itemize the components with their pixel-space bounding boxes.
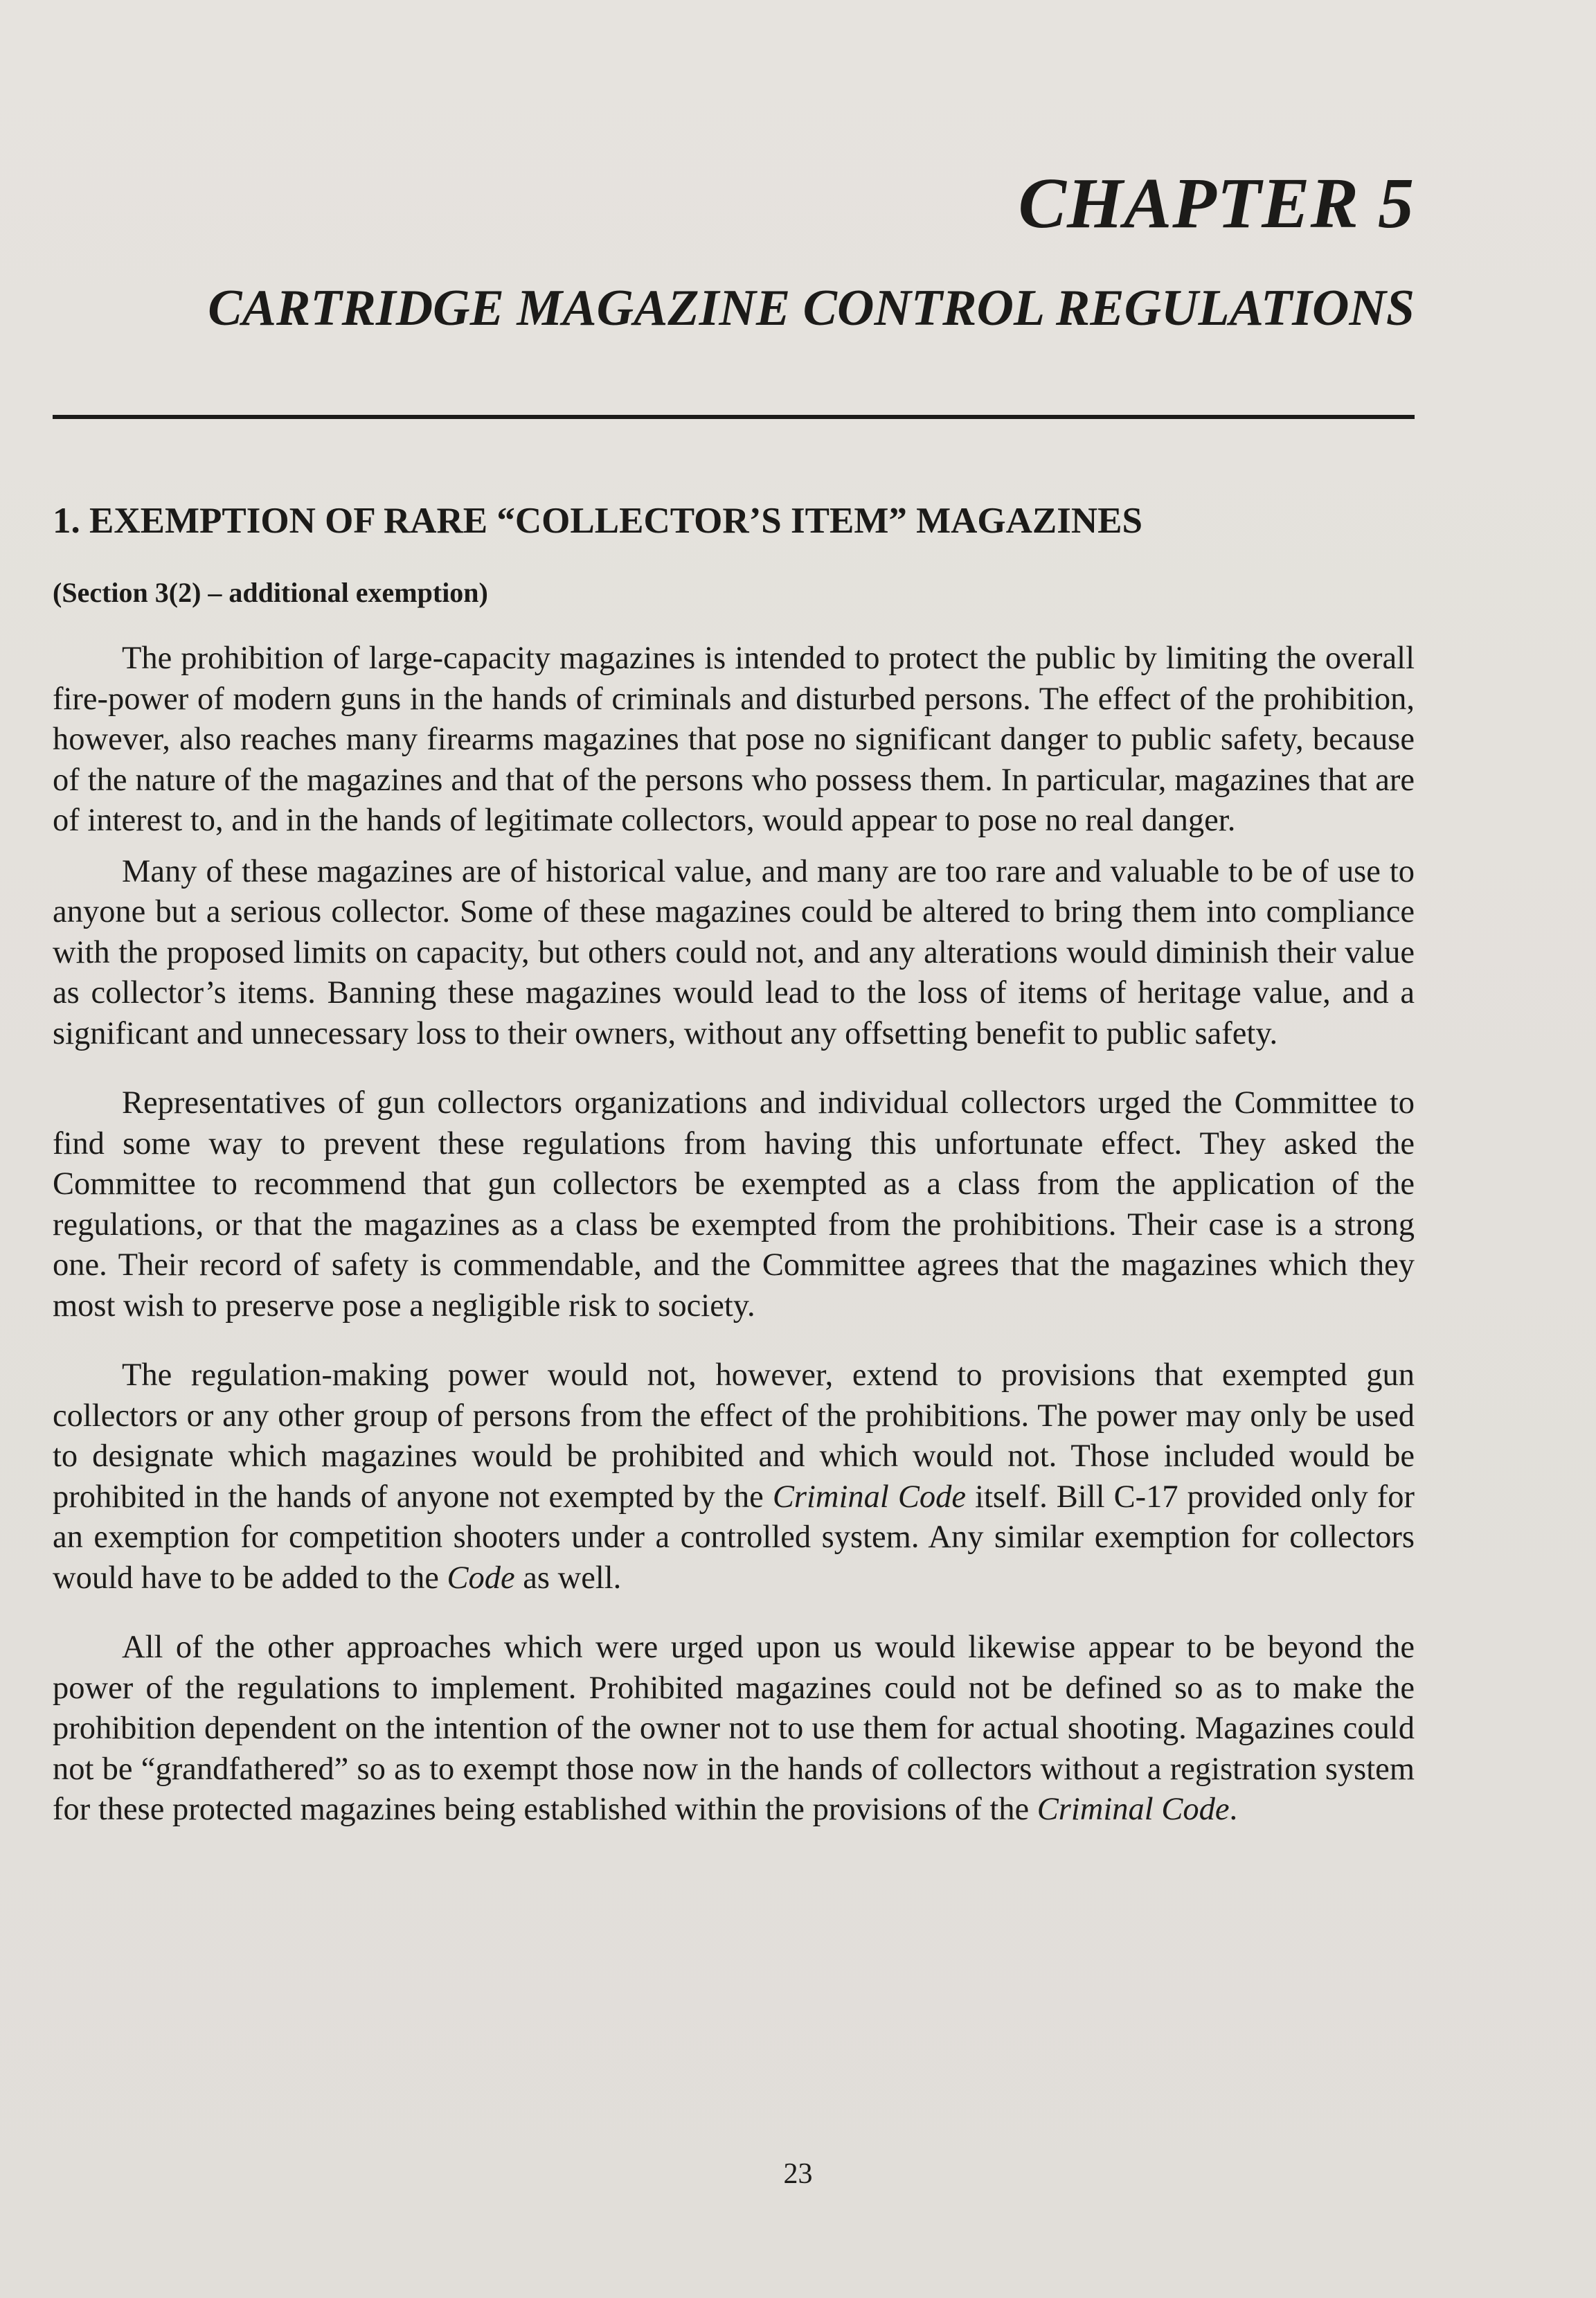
title-rule	[53, 415, 1415, 419]
section-subheading: (Section 3(2) – additional exemption)	[53, 577, 488, 608]
chapter-number: CHAPTER 5	[1018, 163, 1415, 243]
paragraph-5	[53, 1628, 1415, 1831]
criminal-code-italic: Criminal Code	[772, 1479, 967, 1515]
paragraph-3: Representatives of gun collectors organizations and individual collectors urged the Committee to find some way to prevent these regulations from having this unfortunate effect. They asked the Committee to recommend that gun collectors be exempted as a class from the application of the regulations, or that the magazines as a class be exempted from the prohibitions. Their case is a strong one. Their record of safety is commendable, and the Committee agrees that the magazines which they most wish to preserve pose a negligible risk to society.	[53, 1085, 1415, 1324]
paragraph-4-text-2: itself. Bill C-17 provided only for an exemption for competition shooters under a controlled system. Any similar exemption for collectors would have to be added to the	[53, 1479, 1415, 1596]
page-number: 23	[783, 2158, 813, 2190]
paragraph-4-text-3: as well.	[514, 1560, 622, 1596]
criminal-code-italic: Criminal Code	[1037, 1792, 1230, 1827]
paragraph-5-text-1: All of the other approaches which were urged upon us would likewise appear to be beyond the power of the regulations to implement. Prohibited magazines could not be defined so as to make the prohibition dependent on the intention of the owner not to use them for actual shooting. Magazines could not be “grandfathered” so as to exempt those now in the hands of collectors without a registration system for these protected magazines being established within the provisions of the	[53, 1630, 1415, 1827]
paragraph-4-text-1: The regulation-making power would not, however, extend to provisions that exempted gun collectors or any other group of persons from the effect of the prohibitions. The power may only be used to designate which magazines would be prohibited and which would not. Those included would be prohibited in the hands of anyone not exempted by the	[53, 1357, 1415, 1515]
code-italic: Code	[447, 1560, 515, 1596]
paragraph-2: Many of these magazines are of historical value, and many are too rare and valuable to be of use to anyone but a serious collector. Some of these magazines could be altered to bring them into compliance with the proposed limits on capacity, but others could not, and any alterations would diminish their value as collector’s items. Banning these magazines would lead to the loss of items of heritage value, and a significant and unnecessary loss to their owners, without any offsetting benefit to public safety.	[53, 853, 1415, 1051]
paragraph-5-text-2: .	[1229, 1792, 1238, 1827]
section-heading: 1. EXEMPTION OF RARE “COLLECTOR’S ITEM” MAGAZINES	[53, 501, 1142, 541]
paragraph-1: The prohibition of large-capacity magazines is intended to protect the public by limiting the overall fire-power of modern guns in the hands of criminals and disturbed persons. The effect of the prohibition, however, also reaches many firearms magazines that pose no significant danger to public safety, because of the nature of the magazines and that of the persons who possess them. In particular, magazines that are of interest to, and in the hands of legitimate collectors, would appear to pose no real danger.	[53, 641, 1415, 838]
chapter-title: CARTRIDGE MAGAZINE CONTROL REGULATIONS	[208, 280, 1415, 337]
paragraph-4	[53, 1355, 1415, 1598]
body-text	[53, 639, 1415, 1831]
